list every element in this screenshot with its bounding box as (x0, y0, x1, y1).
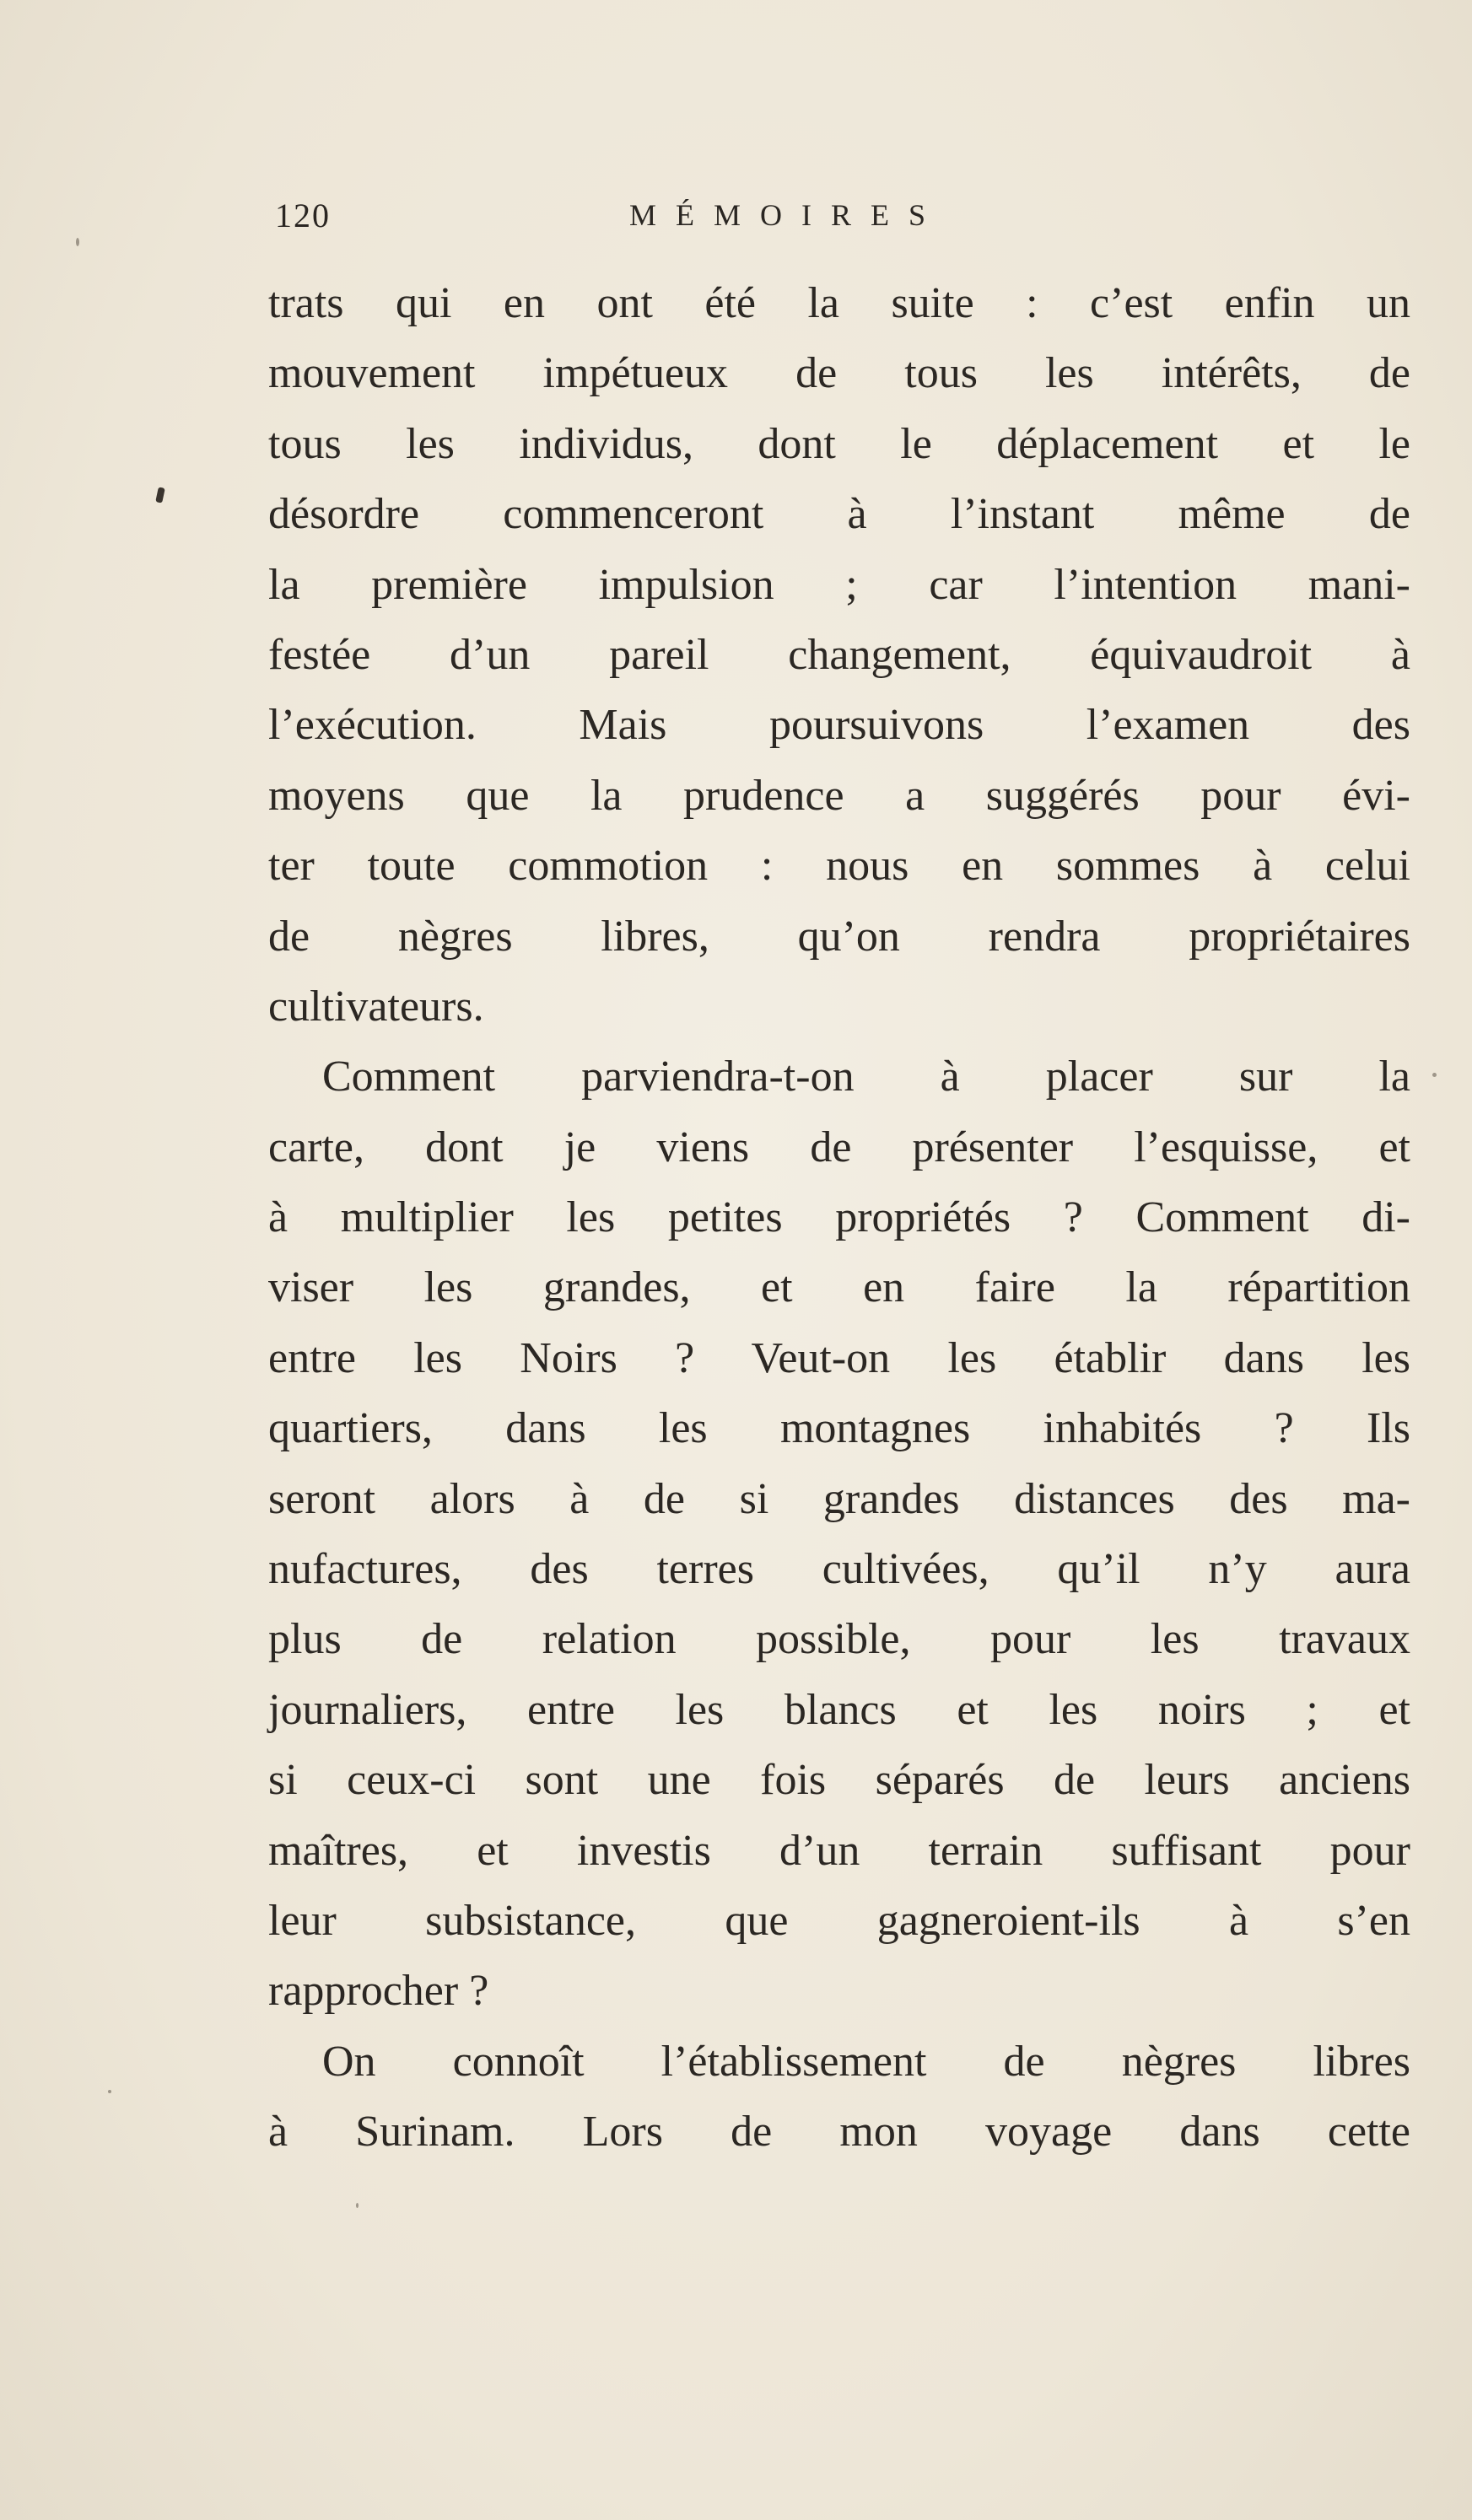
text-line: à Surinam. Lors de mon voyage dans cette (268, 2108, 1410, 2157)
text-line: festée d’un pareil changement, équivaudroit à (268, 630, 1410, 679)
text-line: moyens que la prudence a suggérés pour évi- (268, 771, 1410, 820)
text-line: quartiers, dans les montagnes inhabités ? Ils (268, 1404, 1410, 1453)
paper-speck (1432, 1073, 1437, 1077)
text-line: mouvement impétueux de tous les intérêts, de (268, 349, 1410, 398)
text-line: entre les Noirs ? Veut-on les établir dans les (268, 1333, 1410, 1382)
paper-speck (356, 2203, 359, 2208)
text-line: carte, dont je viens de présenter l’esquisse, et (268, 1123, 1410, 1171)
text-line: leur subsistance, que gagneroient-ils à s’en (268, 1896, 1410, 1945)
text-line: à multiplier les petites propriétés ? Comment di- (268, 1193, 1410, 1242)
paper-speck (76, 238, 79, 246)
text-line: maîtres, et investis d’un terrain suffisant pour (268, 1826, 1410, 1875)
text-line: journaliers, entre les blancs et les noirs ; et (268, 1685, 1410, 1734)
text-line: si ceux-ci sont une fois séparés de leurs anciens (268, 1756, 1410, 1805)
text-line: Comment parviendra-t-on à placer sur la (322, 1053, 1410, 1101)
text-line: plus de relation possible, pour les travaux (268, 1615, 1410, 1664)
margin-ink-mark (155, 487, 165, 503)
text-line: l’exécution. Mais poursuivons l’examen des (268, 701, 1410, 750)
text-line: seront alors à de si grandes distances des ma- (268, 1474, 1410, 1523)
page-header (275, 196, 1405, 246)
paper-speck (108, 2090, 111, 2093)
body-text (268, 268, 1410, 2167)
running-head: MÉMOIRES (629, 198, 946, 232)
text-line: On connoît l’établissement de nègres libres (322, 2037, 1410, 2086)
text-line: tous les individus, dont le déplacement et le (268, 419, 1410, 468)
text-line: ter toute commotion : nous en sommes à celui (268, 842, 1410, 891)
text-line: cultivateurs. (268, 982, 484, 1031)
text-line: viser les grandes, et en faire la répartition (268, 1263, 1410, 1312)
text-line: désordre commenceront à l’instant même de (268, 490, 1410, 539)
page-number: 120 (275, 197, 331, 234)
text-line: trats qui en ont été la suite : c’est enfin un (268, 279, 1410, 327)
text-line: nufactures, des terres cultivées, qu’il n’y aura (268, 1545, 1410, 1594)
text-line: la première impulsion ; car l’intention mani- (268, 560, 1410, 609)
text-line: rapprocher ? (268, 1967, 489, 2016)
text-line: de nègres libres, qu’on rendra propriétaires (268, 912, 1410, 961)
